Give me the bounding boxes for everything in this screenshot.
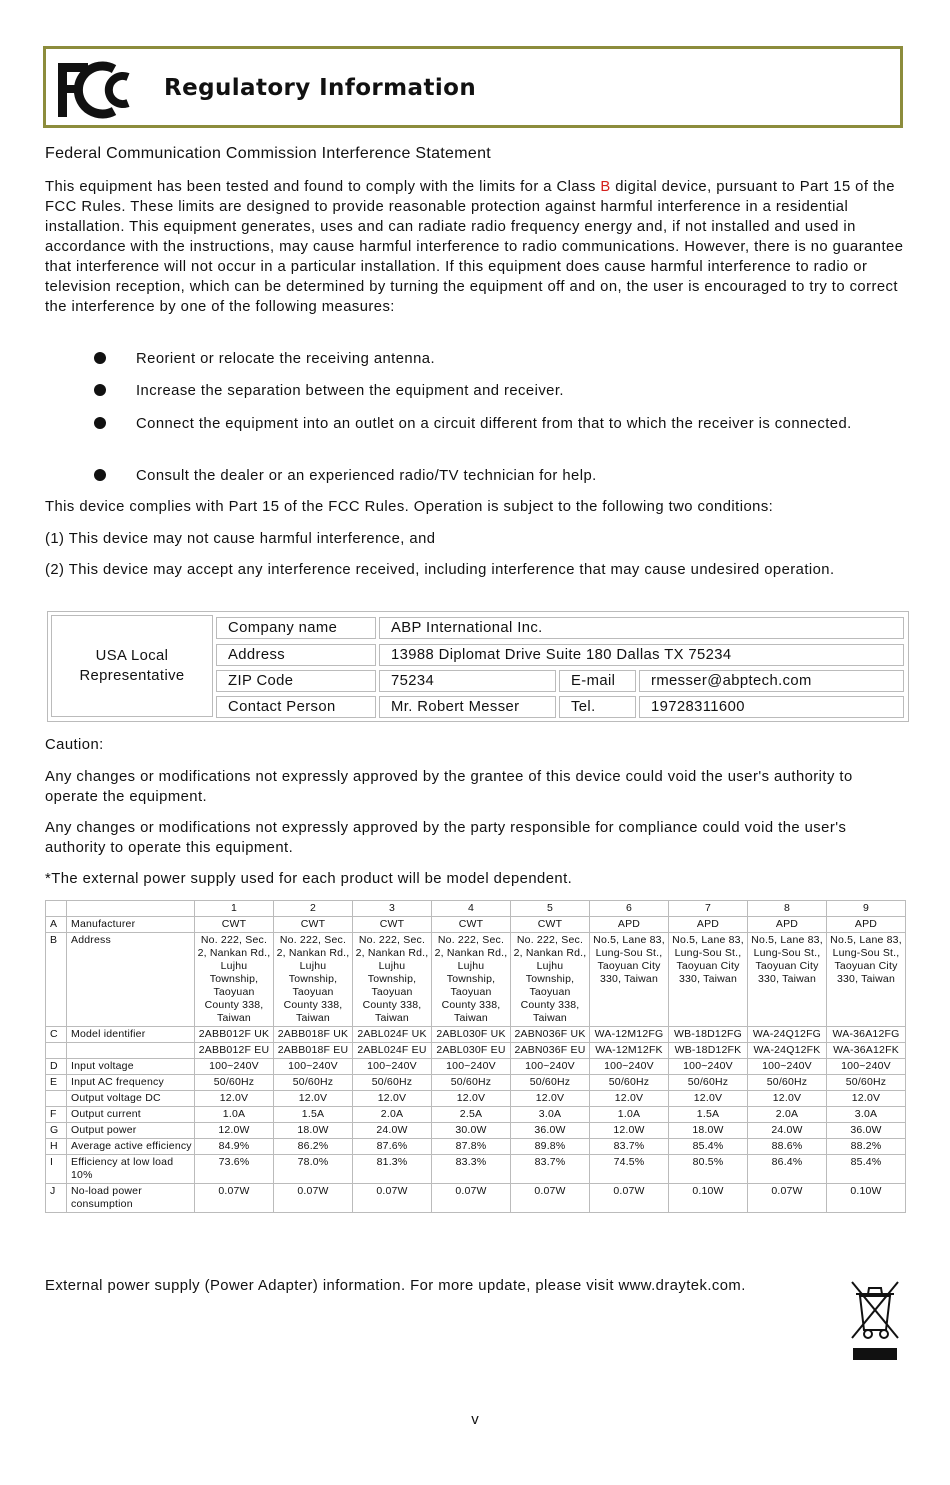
caution-1: Any changes or modifications not expressly approved by the grantee of this device could void the user's authority to operate the equipment. bbox=[45, 769, 853, 805]
table-cell: 12.0V bbox=[669, 1091, 748, 1107]
condition-1: (1) This device may not cause harmful interference, and bbox=[45, 531, 436, 547]
table-cell: 100~240V bbox=[827, 1059, 906, 1075]
table-cell: 50/60Hz bbox=[195, 1075, 274, 1091]
table-cell: 0.07W bbox=[353, 1184, 432, 1213]
email-value: rmesser@abptech.com bbox=[639, 670, 904, 692]
table-cell: 12.0W bbox=[195, 1123, 274, 1139]
table-row bbox=[46, 1043, 906, 1059]
row-label: Input AC frequency bbox=[67, 1075, 195, 1091]
table-cell: 36.0W bbox=[827, 1123, 906, 1139]
column-header: 2 bbox=[274, 901, 353, 917]
table-cell: 50/60Hz bbox=[511, 1075, 590, 1091]
rep-label: USA Local Representative bbox=[51, 615, 213, 717]
row-key bbox=[46, 1043, 67, 1059]
table-cell: No. 222, Sec. 2, Nankan Rd., Lujhu Township, Taoyuan County 338, Taiwan bbox=[353, 933, 432, 1027]
row-label: No-load power consumption bbox=[67, 1184, 195, 1213]
table-cell: APD bbox=[669, 917, 748, 933]
header-box bbox=[43, 46, 903, 128]
column-header: 5 bbox=[511, 901, 590, 917]
table-cell: 12.0V bbox=[195, 1091, 274, 1107]
column-header: 8 bbox=[748, 901, 827, 917]
header-cell bbox=[46, 901, 67, 917]
table-cell: 12.0V bbox=[511, 1091, 590, 1107]
power-supply-table bbox=[45, 900, 906, 1213]
table-cell: WA-12M12FK bbox=[590, 1043, 669, 1059]
measure-item: Consult the dealer or an experienced radio/TV technician for help. bbox=[136, 468, 597, 484]
caution-2: Any changes or modifications not expressly approved by the party responsible for compliance could void the user's authority to operate this equipment. bbox=[45, 820, 847, 856]
row-label: Input voltage bbox=[67, 1059, 195, 1075]
intro-text-before: This equipment has been tested and found to comply with the limits for a Class bbox=[45, 179, 601, 195]
table-cell: 83.7% bbox=[590, 1139, 669, 1155]
column-header: 3 bbox=[353, 901, 432, 917]
table-cell: 100~240V bbox=[195, 1059, 274, 1075]
table-cell: 50/60Hz bbox=[669, 1075, 748, 1091]
table-cell: No.5, Lane 83, Lung-Sou St., Taoyuan City 330, Taiwan bbox=[748, 933, 827, 1027]
table-cell: 83.3% bbox=[432, 1155, 511, 1184]
row-label: Output current bbox=[67, 1107, 195, 1123]
column-header: 1 bbox=[195, 901, 274, 917]
table-cell: 88.2% bbox=[827, 1139, 906, 1155]
table-row bbox=[46, 1139, 906, 1155]
table-cell: No. 222, Sec. 2, Nankan Rd., Lujhu Township, Taoyuan County 338, Taiwan bbox=[274, 933, 353, 1027]
table-cell: 12.0V bbox=[827, 1091, 906, 1107]
contact-label: Contact Person bbox=[216, 696, 376, 718]
table-cell: CWT bbox=[353, 917, 432, 933]
caution-heading: Caution: bbox=[45, 737, 104, 753]
table-cell: No.5, Lane 83, Lung-Sou St., Taoyuan City 330, Taiwan bbox=[669, 933, 748, 1027]
table-cell: WA-12M12FG bbox=[590, 1027, 669, 1043]
table-cell: 1.0A bbox=[195, 1107, 274, 1123]
table-cell: 12.0V bbox=[432, 1091, 511, 1107]
table-row bbox=[46, 1091, 906, 1107]
table-cell: 80.5% bbox=[669, 1155, 748, 1184]
row-key: F bbox=[46, 1107, 67, 1123]
table-cell: 50/60Hz bbox=[353, 1075, 432, 1091]
table-cell: CWT bbox=[274, 917, 353, 933]
table-cell: 2ABL030F EU bbox=[432, 1043, 511, 1059]
representative-table bbox=[47, 611, 909, 722]
measure-item: Connect the equipment into an outlet on a circuit different from that to which the receiver is connected. bbox=[136, 416, 852, 432]
row-label: Address bbox=[67, 933, 195, 1027]
table-cell: 1.5A bbox=[669, 1107, 748, 1123]
table-cell: 50/60Hz bbox=[827, 1075, 906, 1091]
condition-2: (2) This device may accept any interference received, including interference that may cause undesired operation. bbox=[45, 562, 835, 578]
table-cell: WB-18D12FK bbox=[669, 1043, 748, 1059]
table-row bbox=[46, 1123, 906, 1139]
table-cell: 100~240V bbox=[748, 1059, 827, 1075]
table-cell: 87.6% bbox=[353, 1139, 432, 1155]
table-cell: 12.0W bbox=[590, 1123, 669, 1139]
table-cell: 30.0W bbox=[432, 1123, 511, 1139]
fcc-logo-icon bbox=[56, 61, 140, 119]
table-cell: CWT bbox=[511, 917, 590, 933]
row-label: Output voltage DC bbox=[67, 1091, 195, 1107]
row-key: C bbox=[46, 1027, 67, 1043]
table-row bbox=[46, 1059, 906, 1075]
table-row bbox=[46, 1184, 906, 1213]
table-cell: No.5, Lane 83, Lung-Sou St., Taoyuan City 330, Taiwan bbox=[827, 933, 906, 1027]
table-cell: 0.07W bbox=[274, 1184, 353, 1213]
table-cell: 86.2% bbox=[274, 1139, 353, 1155]
bullet-icon bbox=[94, 414, 108, 428]
measure-item: Increase the separation between the equipment and receiver. bbox=[136, 383, 564, 399]
table-cell: 100~240V bbox=[353, 1059, 432, 1075]
column-header: 4 bbox=[432, 901, 511, 917]
table-cell: 100~240V bbox=[432, 1059, 511, 1075]
column-header: 9 bbox=[827, 901, 906, 917]
row-key: I bbox=[46, 1155, 67, 1184]
table-cell: 12.0V bbox=[274, 1091, 353, 1107]
table-cell: No. 222, Sec. 2, Nankan Rd., Lujhu Township, Taoyuan County 338, Taiwan bbox=[432, 933, 511, 1027]
table-cell: 0.10W bbox=[827, 1184, 906, 1213]
table-cell: 12.0V bbox=[353, 1091, 432, 1107]
table-cell: APD bbox=[748, 917, 827, 933]
table-cell: 2ABL024F EU bbox=[353, 1043, 432, 1059]
row-label: Manufacturer bbox=[67, 917, 195, 933]
row-key: H bbox=[46, 1139, 67, 1155]
tel-label: Tel. bbox=[559, 696, 636, 718]
table-cell: 0.07W bbox=[195, 1184, 274, 1213]
row-label: Output power bbox=[67, 1123, 195, 1139]
row-label: Average active efficiency bbox=[67, 1139, 195, 1155]
table-cell: 2.0A bbox=[748, 1107, 827, 1123]
page-number: v bbox=[471, 1411, 479, 1428]
intro-paragraph bbox=[45, 177, 910, 317]
contact-value: Mr. Robert Messer bbox=[379, 696, 556, 718]
table-cell: 2ABL030F UK bbox=[432, 1027, 511, 1043]
column-header: 7 bbox=[669, 901, 748, 917]
table-cell: 2ABL024F UK bbox=[353, 1027, 432, 1043]
table-cell: CWT bbox=[195, 917, 274, 933]
row-key bbox=[46, 1091, 67, 1107]
table-cell: WA-24Q12FK bbox=[748, 1043, 827, 1059]
table-cell: 3.0A bbox=[827, 1107, 906, 1123]
row-key: B bbox=[46, 933, 67, 1027]
weee-bin-icon bbox=[848, 1278, 902, 1362]
address-value: 13988 Diplomat Drive Suite 180 Dallas TX 75234 bbox=[379, 644, 904, 666]
header-cell bbox=[67, 901, 195, 917]
table-cell: 2ABB018F EU bbox=[274, 1043, 353, 1059]
table-header-row bbox=[46, 901, 906, 917]
intro-text-after: digital device, pursuant to Part 15 of the FCC Rules. These limits are designed to provide reasonable protection against harmful interference in a residential installation. This equipment generates, uses and can radiate radio frequency energy and, if not installed and used in accordance with the instructions, may cause harmful interference to radio communications. However, there is no guarantee that interference will not occur in a particular installation. If this equipment does cause harmful interference to radio or television reception, which can be determined by turning the equipment off and on, the user is encouraged to try to correct the interference by one of the following measures: bbox=[45, 179, 904, 315]
table-cell: 2.5A bbox=[432, 1107, 511, 1123]
table-cell: 73.6% bbox=[195, 1155, 274, 1184]
table-cell: 12.0V bbox=[748, 1091, 827, 1107]
footer-text: External power supply (Power Adapter) information. For more update, please visit www.draytek.com. bbox=[45, 1278, 746, 1294]
table-cell: 78.0% bbox=[274, 1155, 353, 1184]
table-cell: 18.0W bbox=[274, 1123, 353, 1139]
table-cell: 2ABB012F EU bbox=[195, 1043, 274, 1059]
zip-value: 75234 bbox=[379, 670, 556, 692]
table-row bbox=[46, 917, 906, 933]
table-cell: 36.0W bbox=[511, 1123, 590, 1139]
table-cell: 74.5% bbox=[590, 1155, 669, 1184]
table-cell: 50/60Hz bbox=[274, 1075, 353, 1091]
address-label: Address bbox=[216, 644, 376, 666]
class-letter: B bbox=[600, 179, 611, 195]
tel-value: 19728311600 bbox=[639, 696, 904, 718]
measure-item: Reorient or relocate the receiving antenna. bbox=[136, 351, 436, 367]
table-cell: 85.4% bbox=[669, 1139, 748, 1155]
table-cell: 0.07W bbox=[432, 1184, 511, 1213]
table-cell: 89.8% bbox=[511, 1139, 590, 1155]
table-row bbox=[46, 1155, 906, 1184]
table-cell: 50/60Hz bbox=[748, 1075, 827, 1091]
table-row bbox=[46, 1075, 906, 1091]
table-cell: APD bbox=[827, 917, 906, 933]
table-cell: 85.4% bbox=[827, 1155, 906, 1184]
bullet-icon bbox=[94, 381, 108, 395]
table-cell: 100~240V bbox=[669, 1059, 748, 1075]
table-cell: 18.0W bbox=[669, 1123, 748, 1139]
table-cell: APD bbox=[590, 917, 669, 933]
table-cell: 87.8% bbox=[432, 1139, 511, 1155]
row-key: J bbox=[46, 1184, 67, 1213]
table-cell: 86.4% bbox=[748, 1155, 827, 1184]
complies-text: This device complies with Part 15 of the FCC Rules. Operation is subject to the following two conditions: bbox=[45, 499, 774, 515]
row-label: Model identifier bbox=[67, 1027, 195, 1043]
table-cell: 50/60Hz bbox=[432, 1075, 511, 1091]
table-cell: 24.0W bbox=[748, 1123, 827, 1139]
table-cell: 2ABB018F UK bbox=[274, 1027, 353, 1043]
table-cell: No. 222, Sec. 2, Nankan Rd., Lujhu Township, Taoyuan County 338, Taiwan bbox=[195, 933, 274, 1027]
row-label: Efficiency at low load 10% bbox=[67, 1155, 195, 1184]
table-cell: 2.0A bbox=[353, 1107, 432, 1123]
table-row bbox=[46, 1107, 906, 1123]
bullet-icon bbox=[94, 466, 108, 480]
power-note: *The external power supply used for each product will be model dependent. bbox=[45, 871, 573, 887]
table-cell: CWT bbox=[432, 917, 511, 933]
table-cell: 0.07W bbox=[748, 1184, 827, 1213]
row-key: E bbox=[46, 1075, 67, 1091]
table-cell: 88.6% bbox=[748, 1139, 827, 1155]
table-cell: 3.0A bbox=[511, 1107, 590, 1123]
section-title: Federal Communication Commission Interference Statement bbox=[45, 145, 492, 162]
page-title: Regulatory Information bbox=[164, 75, 477, 101]
row-key: D bbox=[46, 1059, 67, 1075]
table-cell: WA-24Q12FG bbox=[748, 1027, 827, 1043]
company-label: Company name bbox=[216, 617, 376, 639]
table-cell: 1.5A bbox=[274, 1107, 353, 1123]
table-cell: No. 222, Sec. 2, Nankan Rd., Lujhu Township, Taoyuan County 338, Taiwan bbox=[511, 933, 590, 1027]
table-cell: WA-36A12FG bbox=[827, 1027, 906, 1043]
column-header: 6 bbox=[590, 901, 669, 917]
table-cell: No.5, Lane 83, Lung-Sou St., Taoyuan City 330, Taiwan bbox=[590, 933, 669, 1027]
table-cell: 50/60Hz bbox=[590, 1075, 669, 1091]
zip-label: ZIP Code bbox=[216, 670, 376, 692]
table-cell: 2ABN036F EU bbox=[511, 1043, 590, 1059]
bullet-icon bbox=[94, 349, 108, 363]
table-cell: 84.9% bbox=[195, 1139, 274, 1155]
company-value: ABP International Inc. bbox=[379, 617, 904, 639]
table-cell: WA-36A12FK bbox=[827, 1043, 906, 1059]
table-cell: 2ABN036F UK bbox=[511, 1027, 590, 1043]
table-cell: 12.0V bbox=[590, 1091, 669, 1107]
table-cell: 83.7% bbox=[511, 1155, 590, 1184]
table-cell: 2ABB012F UK bbox=[195, 1027, 274, 1043]
table-cell: 100~240V bbox=[590, 1059, 669, 1075]
table-row bbox=[46, 1027, 906, 1043]
email-label: E-mail bbox=[559, 670, 636, 692]
row-label bbox=[67, 1043, 195, 1059]
row-key: A bbox=[46, 917, 67, 933]
table-cell: 100~240V bbox=[511, 1059, 590, 1075]
table-row bbox=[46, 933, 906, 1027]
table-cell: 24.0W bbox=[353, 1123, 432, 1139]
table-cell: 81.3% bbox=[353, 1155, 432, 1184]
table-cell: 1.0A bbox=[590, 1107, 669, 1123]
table-cell: 100~240V bbox=[274, 1059, 353, 1075]
table-cell: 0.07W bbox=[590, 1184, 669, 1213]
table-cell: WB-18D12FG bbox=[669, 1027, 748, 1043]
row-key: G bbox=[46, 1123, 67, 1139]
table-cell: 0.07W bbox=[511, 1184, 590, 1213]
table-cell: 0.10W bbox=[669, 1184, 748, 1213]
